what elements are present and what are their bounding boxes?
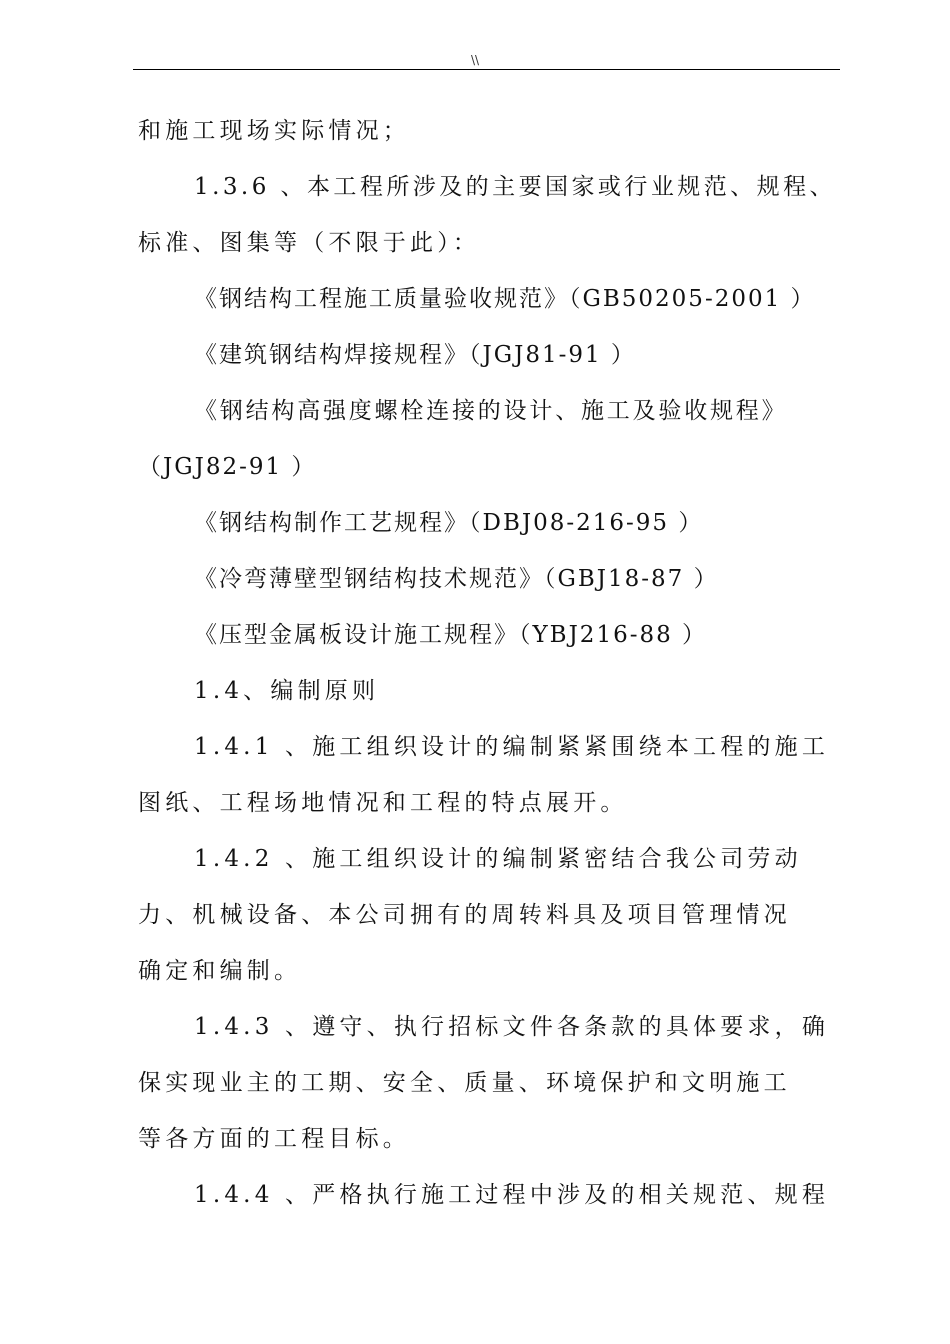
header-rule	[133, 69, 840, 70]
text-line: 和施工现场实际情况；	[138, 118, 410, 144]
text-line: 保实现业主的工期、安全、质量、环境保护和文明施工	[138, 1070, 791, 1096]
text-line: 1.3.6 、本工程所涉及的主要国家或行业规范、规程、	[194, 174, 836, 200]
text-line: 等各方面的工程目标。	[138, 1126, 410, 1152]
text-line: 1.4.4 、严格执行施工过程中涉及的相关规范、规程	[194, 1182, 830, 1208]
text-line: 1.4.1 、施工组织设计的编制紧紧围绕本工程的施工	[194, 734, 830, 760]
text-line: 图纸、工程场地情况和工程的特点展开。	[138, 790, 628, 816]
text-line: 标准、图集等（不限于此）：	[138, 230, 481, 256]
reference-line: 《压型金属板设计施工规程》（YBJ216-88 ）	[194, 622, 708, 648]
reference-line: 《钢结构制作工艺规程》（DBJ08-216-95 ）	[194, 510, 704, 536]
reference-line: 《钢结构高强度螺栓连接的设计、施工及验收规程》	[194, 398, 788, 424]
text-line: 确定和编制。	[138, 958, 302, 984]
text-line: 1.4.2 、施工组织设计的编制紧密结合我公司劳动	[194, 846, 802, 872]
text-line: 力、机械设备、本公司拥有的周转料具及项目管理情况	[138, 902, 791, 928]
header-mark: \\	[470, 53, 480, 67]
text-line: 1.4.3 、遵守、执行招标文件各条款的具体要求，确	[194, 1014, 830, 1040]
reference-line: 《建筑钢结构焊接规程》（JGJ81-91 ）	[194, 342, 636, 368]
body-text	[138, 103, 838, 1223]
reference-line: （JGJ82-91 ）	[138, 454, 317, 480]
section-heading: 1.4、编制原则	[194, 678, 380, 704]
reference-line: 《冷弯薄壁型钢结构技术规范》（GBJ18-87 ）	[194, 566, 719, 592]
reference-line: 《钢结构工程施工质量验收规范》（GB50205-2001 ）	[194, 286, 816, 312]
